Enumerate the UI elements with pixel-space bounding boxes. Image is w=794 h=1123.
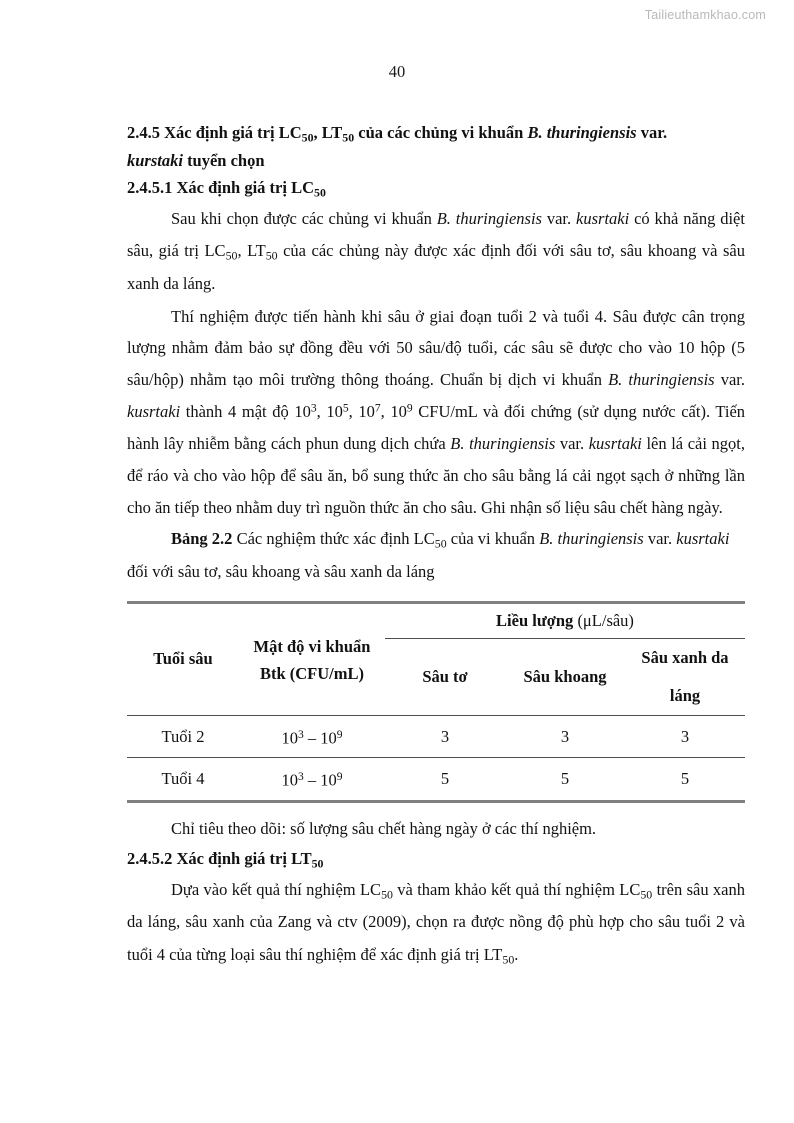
table-bottom-rule-cell <box>625 801 745 803</box>
table-caption-d: đối với sâu tơ, sâu khoang và sâu xanh da láng <box>127 562 435 582</box>
cell-dose-3: 5 <box>625 758 745 802</box>
heading-2-4-5-line2-rest: tuyển chọn <box>182 150 265 170</box>
header-dose-group <box>385 602 745 638</box>
paragraph-monitoring: Chỉ tiêu theo dõi: số lượng sâu chết hàng ngày ở các thí nghiệm. <box>171 818 597 838</box>
cell-density-base-1: 10 <box>281 728 298 748</box>
cell-density-base-2: 10 <box>320 770 337 790</box>
table-header-row-group <box>127 602 745 638</box>
header-sub-col-3: Sâu xanh da láng <box>625 638 745 715</box>
paragraph-method-species-1: B. thuringiensis <box>608 370 715 390</box>
table-bottom-rule-cell <box>127 801 239 803</box>
heading-2-4-5-1 <box>127 175 745 203</box>
paragraph-intro-b: var. <box>541 208 577 228</box>
paragraph-method-a: Thí nghiệm được tiến hành khi sâu ở giai đoạn tuổi 2 và tuổi 4. Sâu được cân trọng lượng nhằm đảm bảo sự đồng đều với 50 sâu/độ tuổi, các sâu sẽ được cho vào 10 hộp (5 sâu/hộp) nhằm tạo môi trường thông thoáng. Chuẩn bị dịch vi khuẩn <box>127 306 745 390</box>
cell-density <box>239 758 385 802</box>
paragraph-method-species-2: B. thuringiensis <box>450 433 556 453</box>
paragraph-lt50-d: . <box>514 944 519 964</box>
table-bottom-rule-cell <box>239 801 385 803</box>
cell-age: Tuổi 4 <box>127 758 239 802</box>
experiment-table <box>127 601 745 803</box>
table-bottom-rule-row <box>127 801 745 803</box>
paragraph-lt50-a: Dựa vào kết quả thí nghiệm LC <box>171 879 382 899</box>
paragraph-method-sup-3: 7 <box>374 402 381 415</box>
cell-dose-3: 3 <box>625 715 745 758</box>
table-caption-b: của vi khuẩn <box>446 529 540 549</box>
cell-density-dash: – <box>303 770 321 790</box>
table-head <box>127 602 745 715</box>
table-bottom-rule-cell <box>385 801 505 803</box>
heading-2-4-5-sub-2: 50 <box>342 130 355 145</box>
heading-2-4-5-2 <box>127 846 745 874</box>
cell-age: Tuổi 2 <box>127 715 239 758</box>
cell-density-sup-2: 9 <box>336 771 343 784</box>
cell-density-sup-1: 3 <box>297 771 304 784</box>
paragraph-method-variety-1: kusrtaki <box>127 402 181 422</box>
paragraph-method-sup-1: 3 <box>310 402 317 415</box>
cell-density-sup-1: 3 <box>297 728 304 741</box>
paragraph-intro-species-1: B. thuringiensis <box>436 208 542 228</box>
table-body <box>127 715 745 803</box>
paragraph-intro-sub-2: 50 <box>265 248 278 263</box>
header-dose-group-label: Liều lượng <box>496 610 574 630</box>
paragraph-method-h: var. <box>555 433 589 453</box>
cell-density-dash: – <box>303 728 321 748</box>
table-caption-species: B. thuringiensis <box>539 529 644 549</box>
heading-2-4-5-1-text: 2.4.5.1 Xác định giá trị LC <box>127 178 315 198</box>
paragraph-method-b: var. <box>714 370 745 390</box>
heading-2-4-5-1-sub: 50 <box>314 185 326 200</box>
cell-dose-1: 5 <box>385 758 505 802</box>
table-container <box>127 601 745 803</box>
header-density-line-2: Btk (CFU/mL) <box>259 664 365 684</box>
cell-density-sup-2: 9 <box>336 728 343 741</box>
cell-density <box>239 715 385 758</box>
heading-2-4-5-text-b: , LT <box>313 123 343 142</box>
table-row <box>127 715 745 758</box>
paragraph-method-sup-4: 9 <box>406 402 413 415</box>
paragraph-intro-e: của các chủng này được xác định đối với sâu tơ, sâu khoang và sâu xanh da láng. <box>127 241 745 294</box>
paragraph-intro <box>127 203 745 301</box>
paragraph-lt50-sub-3: 50 <box>502 952 515 967</box>
cell-density-base-1: 10 <box>281 770 298 790</box>
paragraph-method-c: thành 4 mật độ 10 <box>180 402 311 422</box>
paragraph-method-g: CFU/mL và đối chứng (sử dụng nước cất). Tiến hành lây nhiễm bằng cách phun dung dịch chứa <box>127 402 746 453</box>
table-caption-a: Các nghiệm thức xác định LC <box>232 529 435 549</box>
heading-2-4-5-variety: kurstaki <box>127 150 183 170</box>
table-caption-c: var. <box>643 529 677 549</box>
paragraph-lt50-c: trên sâu xanh da láng, sâu xanh của Zang và ctv (2009), chọn ra được nồng độ phù hợp cho sâu tuổi 2 và tuổi 4 của từng loại sâu thí nghiệm để xác định giá trị LT <box>127 879 745 964</box>
heading-2-4-5-line2 <box>127 148 745 175</box>
heading-2-4-5-text-c: của các chủng vi khuẩn <box>354 123 528 142</box>
paragraph-method-d: , 10 <box>316 402 343 422</box>
table-caption-variety: kusrtaki <box>676 529 730 549</box>
heading-2-4-5-species: B. thuringiensis <box>527 123 637 142</box>
cell-dose-2: 5 <box>505 758 625 802</box>
table-caption-label: Bảng 2.2 <box>171 529 233 549</box>
paragraph-lt50-sub-2: 50 <box>640 887 653 902</box>
watermark-text: Tailieuthamkhao.com <box>644 8 766 22</box>
paragraph-method-sup-2: 5 <box>342 402 349 415</box>
heading-2-4-5-2-text: 2.4.5.2 Xác định giá trị LT <box>127 849 312 869</box>
paragraph-lt50-b: và tham khảo kết quả thí nghiệm LC <box>392 879 641 899</box>
paragraph-intro-variety-1: kusrtaki <box>576 208 630 228</box>
table-caption-sub: 50 <box>434 536 447 551</box>
paragraph-intro-sub-1: 50 <box>225 248 238 263</box>
cell-dose-2: 3 <box>505 715 625 758</box>
table-row <box>127 758 745 802</box>
paragraph-method-variety-2: kusrtaki <box>588 433 642 453</box>
heading-2-4-5 <box>127 120 745 148</box>
table-caption <box>127 523 745 588</box>
header-dose-group-unit: (μL/sâu) <box>577 610 634 630</box>
header-sub-col-2: Sâu khoang <box>505 638 625 715</box>
header-density <box>239 602 385 715</box>
paragraph-lt50 <box>127 874 745 972</box>
paragraph-method-e: , 10 <box>348 402 375 422</box>
cell-density-base-2: 10 <box>320 728 337 748</box>
cell-dose-1: 3 <box>385 715 505 758</box>
paragraph-method-f: , 10 <box>380 402 407 422</box>
header-sub-col-1: Sâu tơ <box>385 638 505 715</box>
heading-2-4-5-text-d: var. <box>636 123 668 142</box>
table-bottom-rule-cell <box>505 801 625 803</box>
heading-2-4-5-sub-1: 50 <box>301 130 314 145</box>
paragraph-intro-c: có khả năng diệt sâu, giá trị LC <box>127 208 745 261</box>
paragraph-method-i: lên lá cải ngọt, để ráo và cho vào hộp để sâu ăn, bổ sung thức ăn cho sâu bằng lá cải ngọt sạch ở những lần cho ăn tiếp theo nhằm duy trì nguồn thức ăn cho sâu. Ghi nhận số liệu sâu chết hàng ngày. <box>127 433 745 517</box>
paragraph-lt50-sub-1: 50 <box>381 887 393 902</box>
paragraph-intro-a: Sau khi chọn được các chủng vi khuẩn <box>171 208 437 228</box>
header-age: Tuổi sâu <box>127 602 239 715</box>
page-number: 40 <box>388 62 406 81</box>
paragraph-intro-d: , LT <box>237 241 266 261</box>
page-content <box>127 120 745 972</box>
header-density-line-1: Mật độ vi khuẩn <box>253 636 371 656</box>
paragraph-method <box>127 301 745 524</box>
heading-2-4-5-2-sub: 50 <box>311 856 324 871</box>
heading-2-4-5-text-a: 2.4.5 Xác định giá trị LC <box>127 123 302 142</box>
